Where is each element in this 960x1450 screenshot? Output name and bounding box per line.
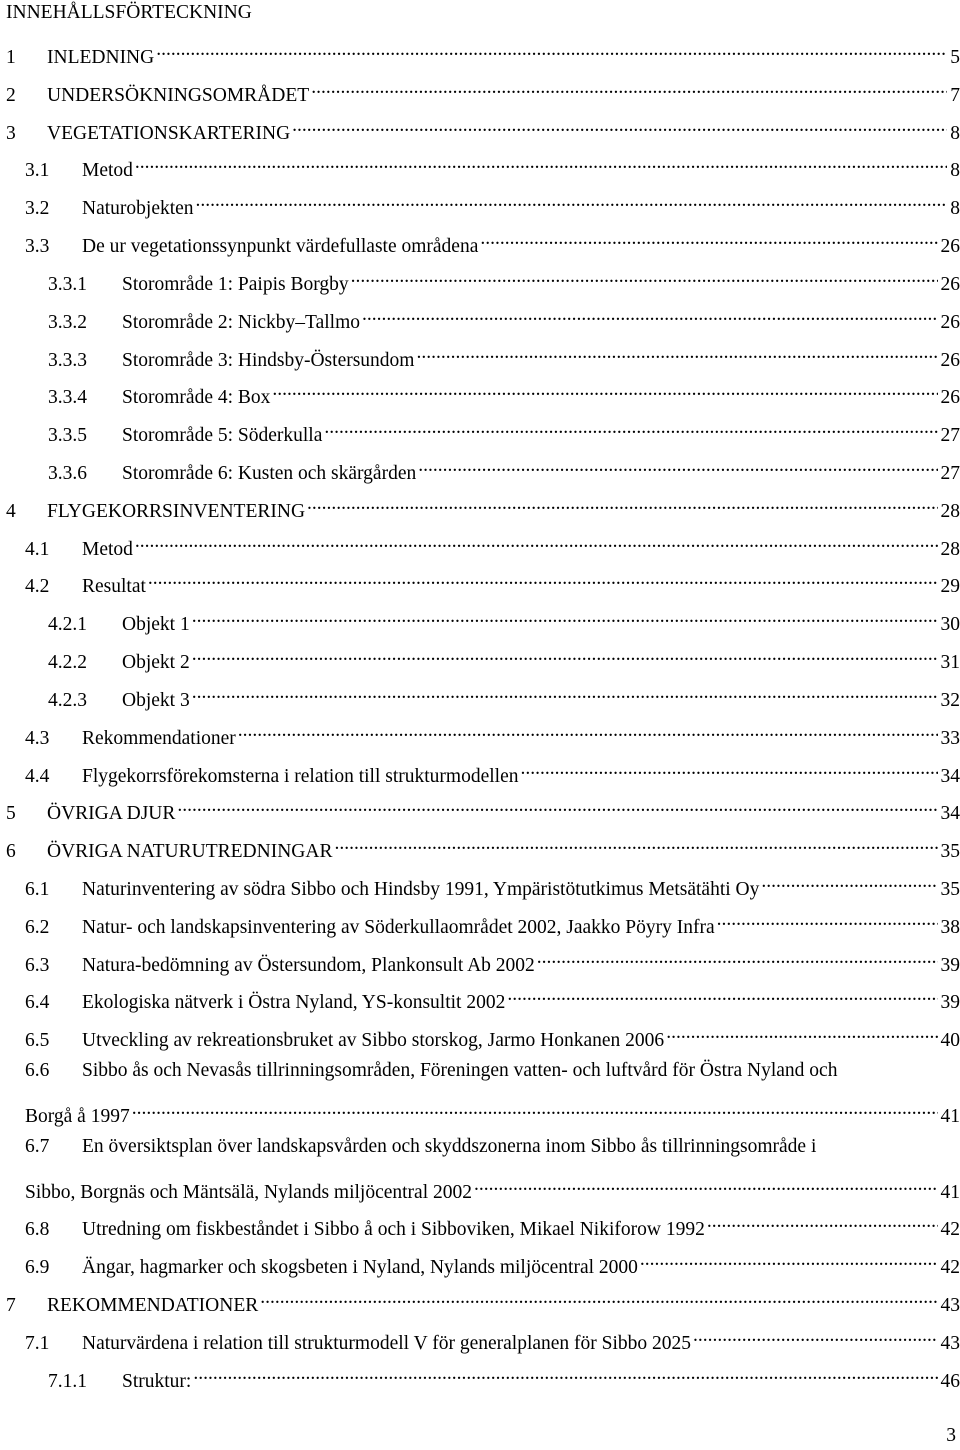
toc-entry-leader <box>270 377 937 403</box>
toc-entry-page: 41 <box>940 1182 960 1203</box>
toc-entry-page: 26 <box>940 236 960 257</box>
toc-entry-page: 35 <box>940 879 960 900</box>
toc-entry-number: 4.1 <box>25 539 50 560</box>
toc-entry-leader <box>133 150 947 176</box>
toc-entry-number: 4.2.1 <box>48 614 87 635</box>
toc-entry-title: Sibbo ås och Nevasås tillrinningsområden, Föreningen vatten- och luftvård för Östra Nyland och <box>82 1060 838 1081</box>
toc-entry-leader <box>133 529 938 555</box>
toc-entry-page: 8 <box>950 160 960 181</box>
toc-entry[interactable] <box>0 793 960 824</box>
toc-entry-title: Utveckling av rekreationsbruket av Sibbo storskog, Jarmo Honkanen 2006 <box>82 1030 665 1051</box>
toc-entry-page: 8 <box>950 198 960 219</box>
toc-entry-page: 43 <box>940 1333 960 1354</box>
toc-entry-number: 7.1.1 <box>48 1371 87 1392</box>
toc-entry[interactable] <box>0 302 960 333</box>
toc-entry[interactable] <box>0 75 960 106</box>
toc-entry[interactable] <box>0 907 960 938</box>
toc-entry-leader <box>638 1247 938 1273</box>
toc-entry-title: ÖVRIGA NATURUTREDNINGAR <box>47 841 333 862</box>
toc-entry-title: VEGETATIONSKARTERING <box>47 123 291 144</box>
toc-entry-leader <box>691 1323 937 1349</box>
toc-entry-number: 7.1 <box>25 1333 50 1354</box>
toc-entry-page: 28 <box>940 539 960 560</box>
toc-entry[interactable] <box>0 869 960 900</box>
toc-entry-page: 31 <box>940 652 960 673</box>
toc-entry-leader <box>518 756 937 782</box>
toc-entry-number: 3.3.3 <box>48 350 87 371</box>
toc-entry-title: UNDERSÖKNINGSOMRÅDET <box>47 85 310 106</box>
toc-entry[interactable] <box>0 340 960 371</box>
toc-entry[interactable] <box>0 453 960 484</box>
toc-entry-number: 5 <box>6 803 16 824</box>
toc-entry-number: 4.2.2 <box>48 652 87 673</box>
toc-entry[interactable] <box>0 982 960 1013</box>
toc-entry-number: 7 <box>6 1295 16 1316</box>
toc-entry-title: Resultat <box>82 576 146 597</box>
toc-entry-title: Storområde 4: Box <box>122 387 271 408</box>
toc-entry-title: Objekt 2 <box>122 652 190 673</box>
toc-entry-title: Struktur: <box>122 1371 192 1392</box>
toc-entry-number: 1 <box>6 47 16 68</box>
toc-entry[interactable] <box>0 226 960 257</box>
toc-entry-page: 26 <box>940 274 960 295</box>
toc-entry-page: 26 <box>940 387 960 408</box>
toc-entry-number: 2 <box>6 85 16 106</box>
toc-entry[interactable] <box>0 264 960 295</box>
toc-entry-title: REKOMMENDATIONER <box>47 1295 259 1316</box>
toc-entry-leader <box>535 945 938 971</box>
toc-entry-first-line <box>25 1058 837 1084</box>
toc-entry[interactable] <box>0 113 960 144</box>
toc-entry[interactable] <box>0 1209 960 1240</box>
toc-entry-page: 46 <box>940 1371 960 1392</box>
toc-entry-number: 6.6 <box>25 1060 50 1081</box>
toc-entry-leader <box>414 340 937 366</box>
toc-entry-title: Naturinventering av södra Sibbo och Hindsby 1991, Ympäristötutkimus Metsätähti Oy <box>82 879 760 900</box>
toc-entry-page: 41 <box>940 1106 960 1127</box>
toc-entry-leader <box>309 75 947 101</box>
toc-entry-page: 28 <box>940 501 960 522</box>
toc-entry-title: Naturvärdena i relation till strukturmodell V för generalplanen för Sibbo 2025 <box>82 1333 692 1354</box>
toc-entry-number: 4.2 <box>25 576 50 597</box>
toc-entry-leader <box>505 982 937 1008</box>
toc-entry-title: Storområde 2: Nickby–Tallmo <box>122 312 361 333</box>
toc-entry[interactable] <box>0 1323 960 1354</box>
toc-entry-title: Storområde 6: Kusten och skärgården <box>122 463 417 484</box>
toc-entry-number: 3.3.1 <box>48 274 87 295</box>
toc-entry-leader <box>472 1172 938 1198</box>
toc-entry-leader <box>759 869 937 895</box>
toc-entry-leader <box>332 831 937 857</box>
toc-entry-page: 7 <box>950 85 960 106</box>
toc-entry-leader <box>705 1209 938 1235</box>
toc-entry-leader <box>360 302 937 328</box>
toc-entry-continuation <box>0 1172 960 1203</box>
toc-entry-leader <box>154 37 947 63</box>
toc-entry-number: 6.5 <box>25 1030 50 1051</box>
toc-entry-page: 39 <box>940 955 960 976</box>
toc-entry-number: 4.4 <box>25 766 50 787</box>
toc-entry-page: 43 <box>940 1295 960 1316</box>
toc-entry-number: 3.3.2 <box>48 312 87 333</box>
toc-entry[interactable] <box>0 415 960 446</box>
toc-entry-page: 26 <box>940 312 960 333</box>
toc-entry-number: 6.2 <box>25 917 50 938</box>
toc-entry-leader <box>349 264 938 290</box>
toc-entry-title-continued: Sibbo, Borgnäs och Mäntsälä, Nylands miljöcentral 2002 <box>25 1182 472 1203</box>
toc-entry-page: 39 <box>940 992 960 1013</box>
toc-entry-title: Ekologiska nätverk i Östra Nyland, YS-konsultit 2002 <box>82 992 506 1013</box>
toc-entry[interactable] <box>0 604 960 635</box>
toc-entry-leader <box>322 415 937 441</box>
toc-entry-leader <box>416 453 937 479</box>
toc-entry-page: 40 <box>940 1030 960 1051</box>
toc-entry[interactable] <box>0 150 960 181</box>
toc-entry-title: Metod <box>82 160 133 181</box>
toc-entry-page: 42 <box>940 1257 960 1278</box>
toc-entry-page: 27 <box>940 425 960 446</box>
toc-entry-number: 6.4 <box>25 992 50 1013</box>
toc-entry-page: 8 <box>950 123 960 144</box>
toc-heading: INNEHÅLLSFÖRTECKNING <box>6 2 252 23</box>
toc-entry-title: Storområde 3: Hindsby-Östersundom <box>122 350 415 371</box>
toc-entry-title: Storområde 1: Paipis Borgby <box>122 274 349 295</box>
toc-entry-number: 3 <box>6 123 16 144</box>
toc-entry-number: 3.3.4 <box>48 387 87 408</box>
toc-entry-title: Utredning om fiskbeståndet i Sibbo å och i Sibboviken, Mikael Nikiforow 1992 <box>82 1219 705 1240</box>
toc-entry-title-continued: Borgå å 1997 <box>25 1106 130 1127</box>
toc-entry-leader <box>664 1020 937 1046</box>
toc-entry-page: 42 <box>940 1219 960 1240</box>
toc-entry-number: 4.3 <box>25 728 50 749</box>
toc-entry[interactable] <box>0 566 960 597</box>
toc-entry-number: 6.3 <box>25 955 50 976</box>
toc-entry[interactable] <box>0 756 960 787</box>
toc-entry-leader <box>191 1361 937 1387</box>
toc-entry-title: Natura-bedömning av Östersundom, Plankonsult Ab 2002 <box>82 955 535 976</box>
toc-entry-leader <box>175 793 937 819</box>
toc-entry-number: 3.3.6 <box>48 463 87 484</box>
toc-entry-number: 3.2 <box>25 198 50 219</box>
toc-entry-first-line <box>25 1134 816 1160</box>
page-number: 3 <box>946 1425 956 1446</box>
toc-entry-number: 3.1 <box>25 160 50 181</box>
toc-entry-leader <box>146 566 938 592</box>
toc-entry-page: 30 <box>940 614 960 635</box>
toc-entry-title: FLYGEKORRSINVENTERING <box>47 501 306 522</box>
toc-entry-continuation <box>0 1096 960 1127</box>
toc-entry-title: Natur- och landskapsinventering av Söderkullaområdet 2002, Jaakko Pöyry Infra <box>82 917 715 938</box>
toc-entry[interactable] <box>0 1247 960 1278</box>
toc-entry[interactable] <box>0 680 960 711</box>
toc-entry-page: 33 <box>940 728 960 749</box>
toc-entry-leader <box>258 1285 937 1311</box>
toc-entry-title: De ur vegetationssynpunkt värdefullaste områdena <box>82 236 479 257</box>
toc-entry-number: 6.1 <box>25 879 50 900</box>
toc-entry-number: 6.9 <box>25 1257 50 1278</box>
toc-entry[interactable] <box>0 188 960 219</box>
toc-entry-leader <box>478 226 937 252</box>
toc-entry-title: Naturobjekten <box>82 198 194 219</box>
toc-entry-leader <box>190 642 938 668</box>
toc-entry-page: 27 <box>940 463 960 484</box>
toc-entry-title: ÖVRIGA DJUR <box>47 803 176 824</box>
toc-entry-page: 29 <box>940 576 960 597</box>
toc-entry-page: 5 <box>950 47 960 68</box>
toc-entry-title: En översiktsplan över landskapsvården och skyddszonerna inom Sibbo ås tillrinningsområde i <box>82 1136 817 1157</box>
toc-entry-number: 3.3 <box>25 236 50 257</box>
toc-entry-title: Storområde 5: Söderkulla <box>122 425 323 446</box>
toc-entry-title: Ängar, hagmarker och skogsbeten i Nyland, Nylands miljöcentral 2000 <box>82 1257 638 1278</box>
toc-entry-number: 6.7 <box>25 1136 50 1157</box>
toc-entry-leader <box>194 188 948 214</box>
toc-entry-leader <box>290 113 947 139</box>
toc-entry[interactable] <box>0 945 960 976</box>
toc-entry-leader <box>715 907 938 933</box>
toc-entry[interactable] <box>0 831 960 862</box>
toc-entry-leader <box>190 680 938 706</box>
toc-entry[interactable] <box>0 1285 960 1316</box>
toc-entry[interactable] <box>0 377 960 408</box>
toc-entry-title: Metod <box>82 539 133 560</box>
toc-entry-page: 35 <box>940 841 960 862</box>
toc-entry-page: 38 <box>940 917 960 938</box>
toc-entry[interactable] <box>0 529 960 560</box>
toc-entry-number: 6 <box>6 841 16 862</box>
toc-entry-leader <box>130 1096 938 1122</box>
toc-entry-number: 4.2.3 <box>48 690 87 711</box>
toc-entry-number: 6.8 <box>25 1219 50 1240</box>
toc-entry-number: 4 <box>6 501 16 522</box>
toc-entry-number: 3.3.5 <box>48 425 87 446</box>
toc-entry-page: 32 <box>940 690 960 711</box>
toc-entry[interactable] <box>0 491 960 522</box>
toc-entry-title: Objekt 3 <box>122 690 190 711</box>
toc-entry[interactable] <box>0 718 960 749</box>
toc-entry-page: 26 <box>940 350 960 371</box>
toc-entry-page: 34 <box>940 766 960 787</box>
toc-entry[interactable] <box>0 1020 960 1051</box>
toc-entry-title: Objekt 1 <box>122 614 190 635</box>
toc-entry-title: Flygekorrsförekomsterna i relation till strukturmodellen <box>82 766 519 787</box>
toc-entry-leader <box>190 604 938 630</box>
toc-entry[interactable] <box>0 1361 960 1392</box>
toc-entry[interactable] <box>0 642 960 673</box>
toc-entry-leader <box>236 718 938 744</box>
toc-entry-page: 34 <box>940 803 960 824</box>
toc-entry-title: INLEDNING <box>47 47 155 68</box>
toc-entry[interactable] <box>0 37 960 68</box>
toc-entry-title: Rekommendationer <box>82 728 236 749</box>
toc-entry-leader <box>305 491 937 517</box>
